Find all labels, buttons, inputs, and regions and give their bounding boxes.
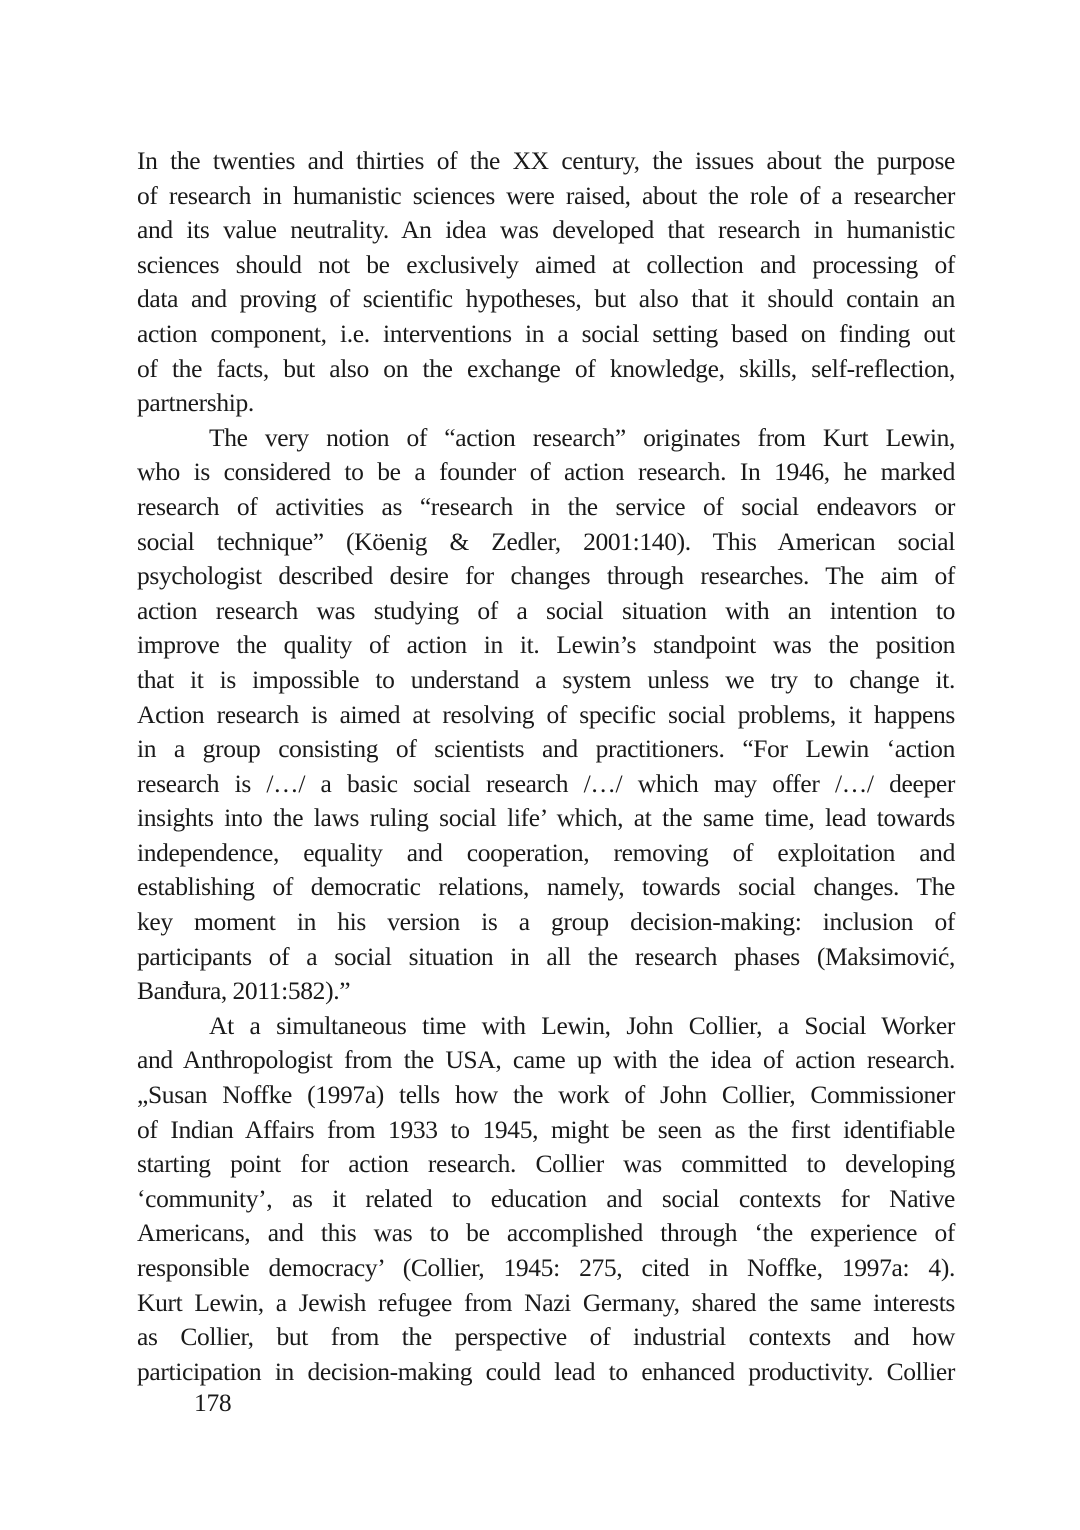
paragraph <box>137 144 955 421</box>
text-line: partnership. <box>137 388 254 418</box>
text-line: action component, i.e. interventions in a social setting based on finding out <box>137 318 955 348</box>
text-line: Americans, and this was to be accomplished through ‘the experience of <box>137 1218 955 1248</box>
text-line: participants of a social situation in all the research phases (Maksimović, <box>137 941 955 971</box>
text-line: Kurt Lewin, a Jewish refugee from Nazi Germany, shared the same interests <box>137 1287 955 1317</box>
text-line: research is /…/ a basic social research /…/ which may offer /…/ deeper <box>137 768 955 798</box>
text-line: improve the quality of action in it. Lewin’s standpoint was the position <box>137 630 955 660</box>
text-line: as Collier, but from the perspective of industrial contexts and how <box>137 1322 955 1352</box>
text-line: and its value neutrality. An idea was developed that research in humanistic <box>137 215 955 245</box>
page-body <box>137 144 955 1389</box>
text-line: Action research is aimed at resolving of specific social problems, it happens <box>137 699 955 729</box>
text-line: action research was studying of a social situation with an intention to <box>137 595 955 625</box>
text-line: of Indian Affairs from 1933 to 1945, might be seen as the first identifiable <box>137 1114 955 1144</box>
text-line: sciences should not be exclusively aimed at collection and processing of <box>137 249 955 279</box>
text-line: At a simultaneous time with Lewin, John Collier, a Social Worker <box>209 1010 955 1040</box>
text-line: The very notion of “action research” originates from Kurt Lewin, <box>209 422 955 452</box>
text-line: and Anthropologist from the USA, came up with the idea of action research. <box>137 1045 955 1075</box>
text-line: of the facts, but also on the exchange of knowledge, skills, self-reflection, <box>137 353 955 383</box>
text-line: insights into the laws ruling social life’ which, at the same time, lead towards <box>137 803 955 833</box>
text-line: In the twenties and thirties of the XX century, the issues about the purpose <box>137 146 955 175</box>
text-line: research of activities as “research in the service of social endeavors or <box>137 491 955 521</box>
text-line: key moment in his version is a group decision-making: inclusion of <box>137 907 955 937</box>
text-line: that it is impossible to understand a system unless we try to change it. <box>137 664 955 694</box>
text-line: establishing of democratic relations, namely, towards social changes. The <box>137 872 955 902</box>
text-line: independence, equality and cooperation, removing of exploitation and <box>137 837 955 867</box>
paragraph <box>137 421 955 1009</box>
text-line: in a group consisting of scientists and practitioners. “For Lewin ‘action <box>137 734 955 764</box>
text-line: Banđura, 2011:582).” <box>137 976 351 1006</box>
text-line: of research in humanistic sciences were raised, about the role of a researcher <box>137 180 955 210</box>
page-number: 178 <box>194 1388 232 1417</box>
text-line: psychologist described desire for changes through researches. The aim of <box>137 561 955 591</box>
text-line: social technique” (Köenig & Zedler, 2001:140). This American social <box>137 526 955 556</box>
text-line: data and proving of scientific hypotheses, but also that it should contain an <box>137 284 955 314</box>
text-line: participation in decision-making could lead to enhanced productivity. Collier <box>137 1356 955 1386</box>
text-line: starting point for action research. Collier was committed to developing <box>137 1149 955 1179</box>
text-line: responsible democracy’ (Collier, 1945: 275, cited in Noffke, 1997a: 4). <box>137 1253 955 1282</box>
text-line: „Susan Noffke (1997a) tells how the work of John Collier, Commissioner <box>137 1080 955 1110</box>
paragraph <box>137 1009 955 1390</box>
text-line: ‘community’, as it related to education and social contexts for Native <box>137 1183 955 1213</box>
text-line: who is considered to be a founder of action research. In 1946, he marked <box>137 457 955 487</box>
